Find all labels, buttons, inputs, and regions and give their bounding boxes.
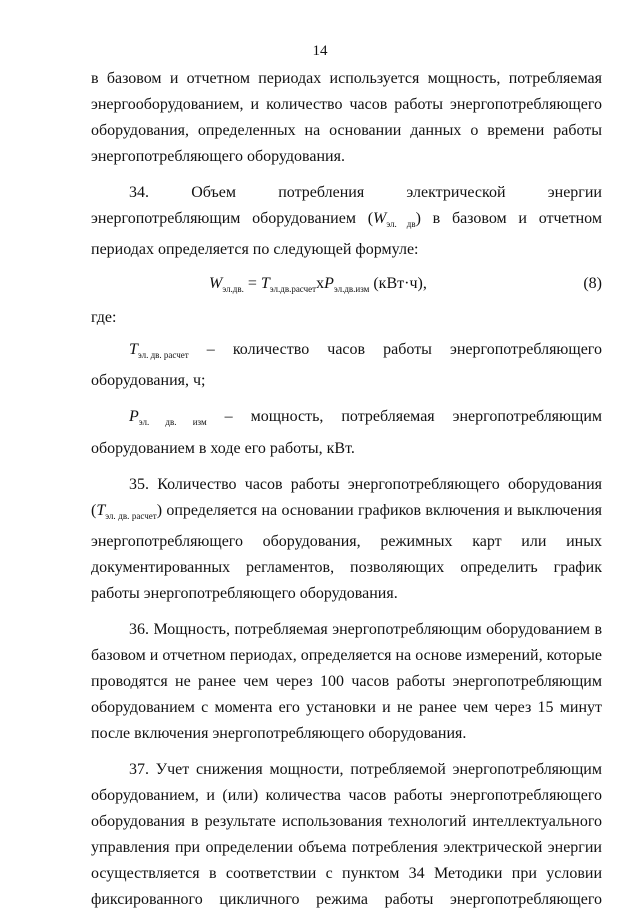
- definition-t-line: [91, 337, 602, 368]
- formula-8: [91, 267, 602, 301]
- definition-t-word: часов: [327, 341, 366, 359]
- formula-number: (8): [583, 275, 602, 293]
- paragraph-37: 37. Учет снижения мощности, потребляемой энергопотребляющим оборудованием, и (или) количества часов работы энергопотребляющего оборудования в результате использования технологий интеллектуального управления при определении объема потребления электрической энергии осуществляется в соответствии с пунктом 34 Методики при условии фиксированного цикличного режима работы энергопотребляющего: [91, 760, 602, 908]
- symbol-w-subscript: эл. дв: [386, 219, 416, 230]
- definition-p-symbol: P: [129, 408, 139, 426]
- formula-equals: =: [243, 275, 261, 293]
- formula-expression: [209, 271, 427, 302]
- paragraph-35-text-end: ) определяется на основании графиков включения и выключения энергопотребляющего оборудования, режимных карт или иных документированных регламентов, позволяющих определить график работы энергопотребляющего оборудования.: [91, 501, 602, 602]
- paragraph-34-text-start: 34. Объем потребления электрической энергии энергопотребляющим оборудованием (: [91, 184, 602, 227]
- definition-t-subscript: эл. дв. расчет: [137, 350, 189, 361]
- definition-t-symbol: T: [129, 341, 138, 359]
- page-number: 14: [312, 43, 328, 59]
- paragraph-35: [91, 472, 602, 607]
- definition-t-word: энергопотребляющего: [450, 341, 602, 359]
- definition-p-text: – мощность, потребляемая энергопотребляющим оборудованием в ходе его работы, кВт.: [91, 408, 602, 457]
- where-label: где:: [91, 309, 117, 327]
- formula-p-subscript: эл.дв.изм: [333, 284, 370, 295]
- formula-w: W: [209, 275, 223, 293]
- formula-multiply: x: [316, 275, 325, 293]
- definition-p-subscript: эл. дв. изм: [138, 417, 207, 428]
- paragraph-35-text-start: 35. Количество часов работы энергопотребляющего оборудования (: [91, 475, 602, 519]
- formula-unit: (кВт·ч),: [369, 275, 427, 293]
- formula-w-subscript: эл.дв.: [222, 284, 244, 295]
- symbol-t: T: [96, 501, 106, 519]
- definition-t-continuation: оборудования, ч;: [91, 372, 206, 390]
- intro-paragraph: в базовом и отчетном периодах используется мощность, потребляемая энергооборудованием, и количество часов работы энергопотребляющего оборудования, определенных на основании данных о времени работы энергопотребляющего оборудования.: [91, 70, 602, 165]
- definition-t-dash: –: [206, 341, 215, 359]
- document-body: [91, 66, 602, 913]
- formula-t: T: [260, 275, 270, 293]
- definition-t-symbol-group: [129, 337, 189, 368]
- symbol-t-subscript: эл. дв. расчет: [105, 510, 157, 521]
- paragraph-34-text-end: ) в базовом и отчетном периодах определяется по следующей формуле:: [91, 210, 602, 259]
- symbol-w: W: [373, 210, 387, 227]
- definition-t-word: количество: [232, 341, 310, 359]
- definition-t-word: работы: [383, 341, 432, 359]
- formula-p: P: [324, 275, 334, 293]
- definition-p: [91, 404, 602, 461]
- paragraph-34: [91, 180, 602, 263]
- formula-t-subscript: эл.дв.расчет: [269, 284, 317, 295]
- paragraph-36: 36. Мощность, потребляемая энергопотребляющим оборудованием в базовом и отчетном периодах, определяется на основе измерений, которые проводятся не ранее чем через 100 часов работы энергопотребляющим оборудованием с момента его установки и не ранее чем через 15 минут после включения энергопотребляющего оборудования.: [91, 620, 602, 742]
